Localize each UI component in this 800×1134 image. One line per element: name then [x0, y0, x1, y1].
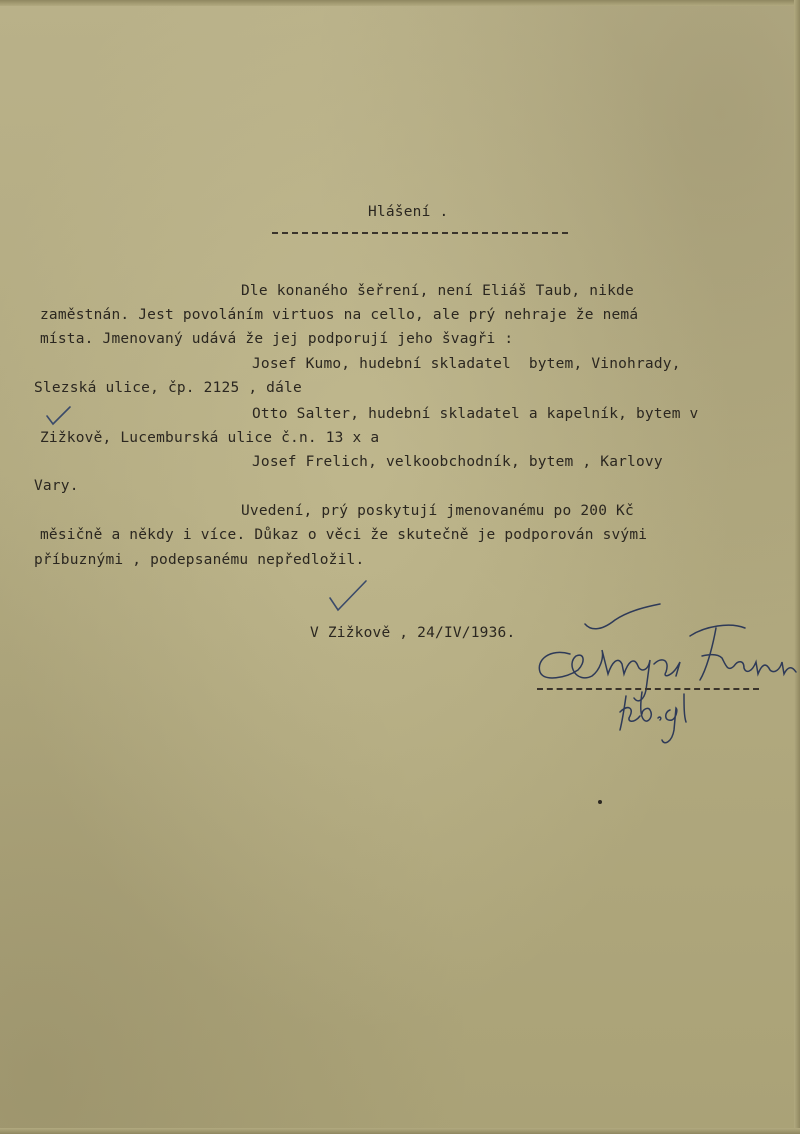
- body-line-7: Zižkově, Lucemburská ulice č.n. 13 x a: [40, 430, 380, 446]
- title-underline: [272, 232, 568, 234]
- handwritten-signature: [530, 600, 798, 750]
- paper-edge-top: [0, 0, 800, 6]
- document-title: Hlášení .: [368, 204, 449, 220]
- body-line-6: Otto Salter, hudební skladatel a kapelník, bytem v: [252, 406, 699, 422]
- body-line-2: zaměstnán. Jest povoláním virtuos na cello, ale prý nehraje že nemá: [40, 307, 639, 323]
- place-date: V Zižkově , 24/IV/1936.: [310, 625, 516, 641]
- paper-edge-right: [794, 0, 800, 1134]
- check-mark-icon: [44, 404, 74, 428]
- body-line-3: místa. Jmenovaný udává že jej podporují jeho švagři :: [40, 331, 514, 347]
- body-line-12: příbuznými , podepsanému nepředložil.: [34, 552, 365, 568]
- body-line-11: měsičně a někdy i více. Důkaz o věci že skutečně je podporován svými: [40, 527, 648, 543]
- body-line-9: Vary.: [34, 478, 79, 494]
- signature-underline: [537, 688, 759, 690]
- check-mark-icon: [326, 578, 370, 614]
- body-line-1: Dle konaného šeřrení, není Eliáš Taub, nikde: [241, 283, 634, 299]
- body-line-4: Josef Kumo, hudební skladatel bytem, Vinohrady,: [252, 356, 681, 372]
- body-line-10: Uvedení, prý poskytují jmenovanému po 200 Kč: [241, 503, 634, 519]
- body-line-8: Josef Frelich, velkoobchodník, bytem , Karlovy: [252, 454, 663, 470]
- paper-edge-bottom: [0, 1128, 800, 1134]
- ink-dot-icon: [597, 799, 603, 805]
- body-line-5: Slezská ulice, čp. 2125 , dále: [34, 380, 302, 396]
